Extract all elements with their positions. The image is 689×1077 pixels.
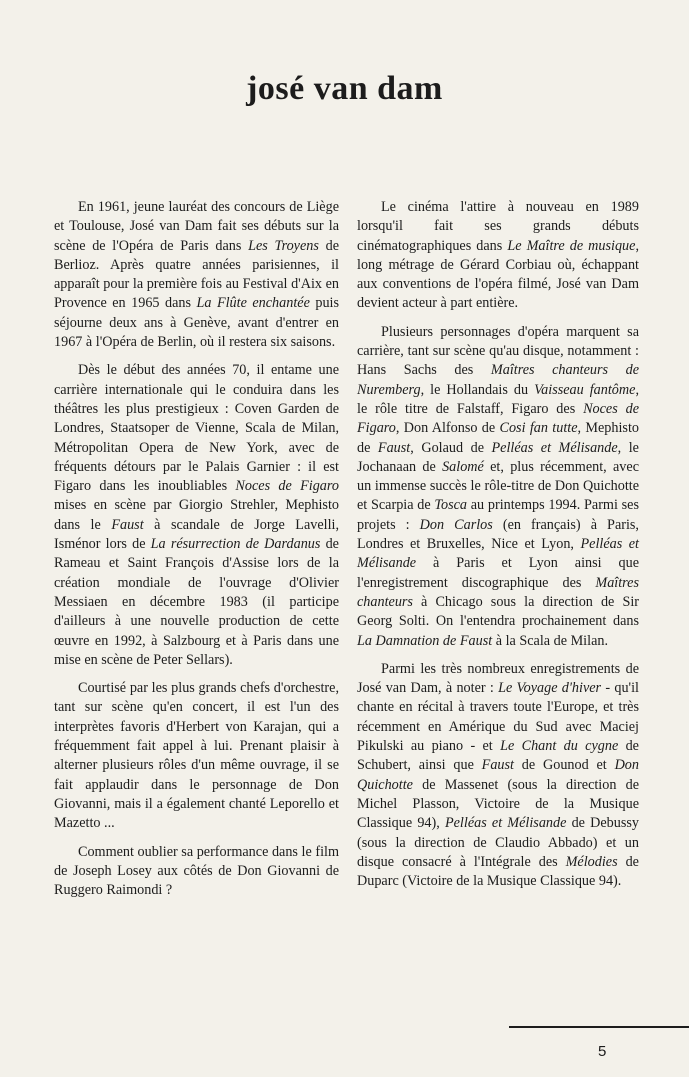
paragraph: Courtisé par les plus grands chefs d'orchestre, tant sur scène qu'en concert, il est l'un des interprètes favoris d'Herbert von Karajan, qui a fréquemment fait appel à lui. Prenant plaisir à alterner plusieurs rôles d'un même ouvrage, il se fait applaudir dans le personnage de Don Giovanni, mais il a également chanté Leporello et Mazetto ...	[54, 680, 339, 832]
paragraph: Parmi les très nombreux enregistrements de José van Dam, à noter : Le Voyage d'hiver - qu'il chante en récital à travers toute l'Europe, et très récemment en Amérique du Sud avec Maciej Pikulski au piano - et Le Chant du cygne de Schubert, ainsi que Faust de Gounod et Don Quichotte de Massenet (sous la direction de Michel Plasson, Victoire de la Musique Classique 94), Pelléas et Mélisande de Debussy (sous la direction de Claudio Abbado) et un disque consacré à l'Intégrale des Mélodies de Duparc (Victoire de la Musique Classique 94).	[357, 660, 639, 890]
page-title: josé van dam	[246, 70, 443, 107]
footer-rule	[509, 1026, 689, 1028]
paragraph: Plusieurs personnages d'opéra marquent sa carrière, tant sur scène qu'au disque, notamment : Hans Sachs des Maîtres chanteurs de Nuremberg, le Hollandais du Vaisseau fantôme, le rôle titre de Falstaff, Figaro des Noces de Figaro, Don Alfonso de Cosi fan tutte, Mephisto de Faust, Golaud de Pelléas et Mélisande, le Jochanaan de Salomé et, plus récemment, avec un immense succès le rôle-titre de Don Quichotte et Scarpia de Tosca au printemps 1994. Parmi ses projets : Don Carlos (en français) à Paris, Londres et Bruxelles, Nice et Lyon, Pelléas et Mélisande à Paris et Lyon ainsi que l'enregistrement discographique des Maîtres chanteurs à Chicago sous la direction de Sir Georg Solti. On l'entendra prochainement dans La Damnation de Faust à la Scala de Milan.	[357, 323, 640, 649]
paragraph: Comment oublier sa performance dans le film de Joseph Losey aux côtés de Don Giovanni de Ruggero Raimondi ?	[54, 843, 339, 899]
paragraph: Le cinéma l'attire à nouveau en 1989 lorsqu'il fait ses grands débuts cinématographiques dans Le Maître de musique, long métrage de Gérard Corbiau où, échappant aux conventions de l'opéra filmé, José van Dam devient acteur à part entière.	[357, 199, 639, 312]
page-number: 5	[598, 1043, 607, 1060]
left-column	[54, 198, 339, 909]
paragraph: En 1961, jeune lauréat des concours de Liège et Toulouse, José van Dam fait ses débuts sur la scène de l'Opéra de Paris dans Les Troyens de Berlioz. Après quatre années parisiennes, il apparaît pour la première fois au Festival d'Aix en Provence en 1965 dans La Flûte enchantée puis séjourne deux ans à Genève, avant d'entrer en 1967 à l'Opéra de Berlin, où il restera six saisons.	[54, 199, 340, 351]
paragraph: Dès le début des années 70, il entame une carrière internationale qui le conduira dans les théâtres les plus prestigieux : Coven Garden de Londres, Staatsoper de Vienne, Scala de Milan, Métropolitan Opera de New York, avec de fréquents détours par le Palais Garnier : il est Figaro dans les inoubliables Noces de Figaro mises en scène par Giorgio Strehler, Mephisto dans le Faust à scandale de Jorge Lavelli, Isménor lors de La résurrection de Dardanus de Rameau et Saint François d'Assise lors de la création mondiale de l'ouvrage d'Olivier Messiaen en décembre 1983 (il participe d'ailleurs à une nouvelle production de cette œuvre en 1992, à Salzbourg et à Paris dans une mise en scène de Peter Sellars).	[54, 362, 340, 668]
right-column	[357, 198, 639, 900]
